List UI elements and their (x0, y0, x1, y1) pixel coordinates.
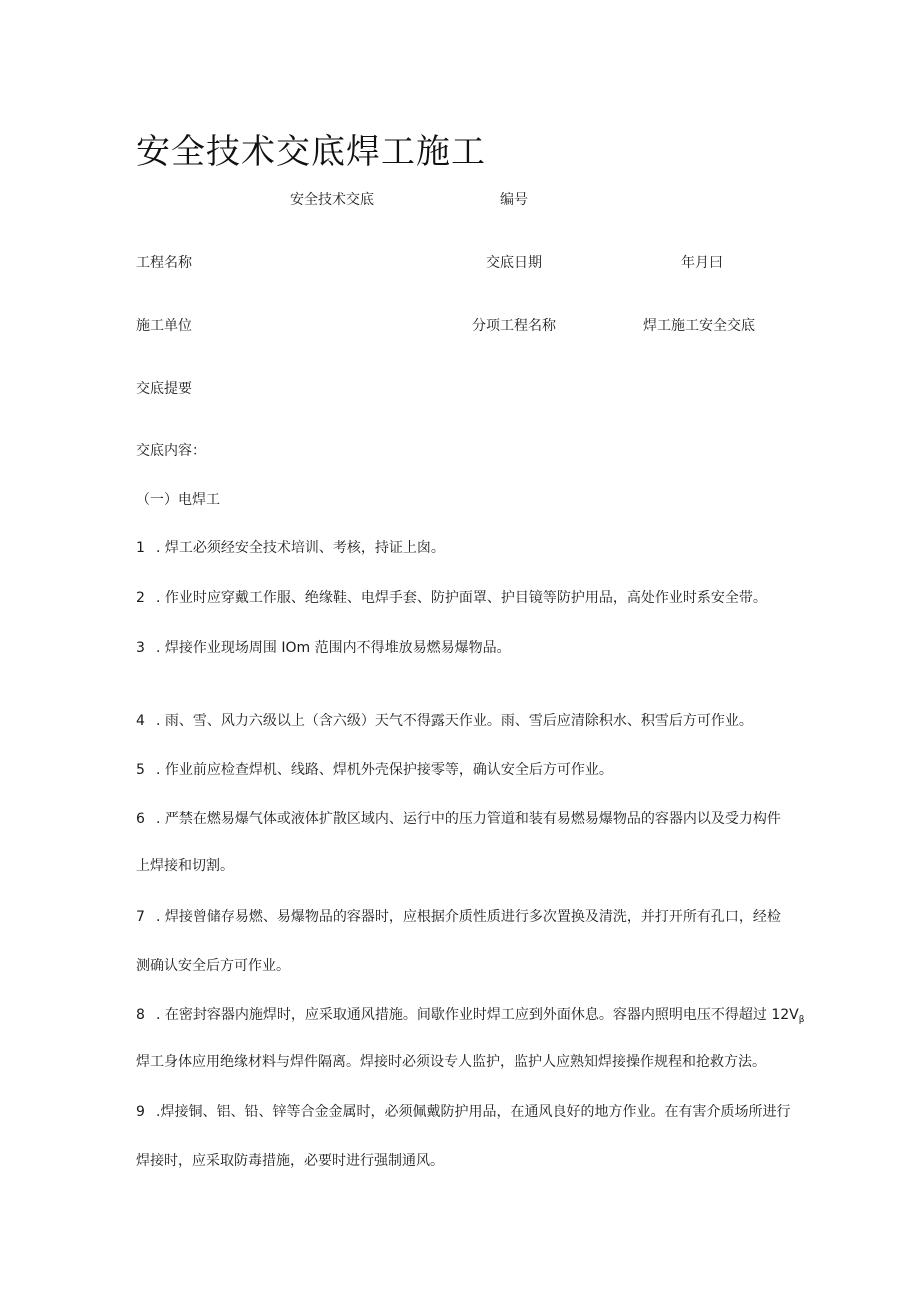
item-number: 9 (136, 1104, 145, 1120)
item-number: 2 (136, 590, 145, 606)
project-name-label: 工程名称 (136, 255, 192, 271)
item-number: 4 (136, 713, 145, 729)
item-text: . 焊接作业现场周围 IOm 范围内不得堆放易燃易爆物品。 (156, 640, 511, 656)
item-number: 6 (136, 811, 145, 827)
item-number: 7 (136, 909, 145, 925)
item-number: 1 (136, 540, 145, 556)
doc-type-label: 安全技术交底 (290, 192, 374, 208)
date-label: 交底日期 (486, 255, 542, 271)
item-text: . 焊工必须经安全技术培训、考核，持证上囱。 (156, 540, 445, 556)
item-number: 3 (136, 640, 145, 656)
item-suffix: β (798, 1015, 805, 1025)
list-item (136, 538, 445, 558)
item-text: . 作业前应检查焊机、线路、焊机外壳保护接零等，确认安全后方可作业。 (156, 762, 613, 778)
item-number: 8 (136, 1007, 145, 1023)
item-text: . 雨、雪、风力六级以上（含六级）天气不得露天作业。雨、雪后应清除积水、积雪后方可作业。 (156, 713, 753, 729)
item-text: . 严禁在燃易爆气体或液体扩散区域内、运行中的压力管道和装有易燃易爆物品的容器内以及受力构件 (156, 811, 781, 827)
summary-label: 交底提要 (136, 381, 192, 397)
content-label: 交底内容： (136, 443, 206, 459)
number-label: 编号 (500, 192, 528, 208)
item-text-continued: 上焊接和切割。 (136, 858, 234, 874)
item-text-continued: 焊工身体应用绝缘材料与焊件隔离。焊接时必须设专人监护，监护人应熟知焊接操作规程和抢救方法。 (136, 1054, 766, 1070)
subproject-value: 焊工施工安全交底 (643, 318, 755, 334)
unit-label: 施工单位 (136, 318, 192, 334)
date-value: 年月曰 (681, 255, 723, 271)
item-text: . 焊接曾储存易燃、易爆物品的容器时，应根据介质性质进行多次置换及清洗，并打开所有孔口，经检 (156, 909, 781, 925)
list-item (136, 638, 511, 658)
section-heading: （一）电焊工 (136, 492, 220, 508)
list-item (136, 1005, 805, 1030)
item-text-continued: 焊接时，应采取防毒措施，必要时进行强制通风。 (136, 1153, 444, 1169)
item-text: .焊接铜、铝、铅、锌等合金金属时，必须佩戴防护用品，在通风良好的地方作业。在有害介质场所进行 (156, 1104, 791, 1120)
list-item (136, 711, 753, 731)
item-text: . 作业时应穿戴工作服、绝缘鞋、电焊手套、防护面罩、护目镜等防护用品，高处作业时系安全带。 (156, 590, 767, 606)
item-text-continued: 测确认安全后方可作业。 (136, 958, 290, 974)
subproject-label: 分项工程名称 (472, 318, 556, 334)
list-item (136, 1102, 790, 1122)
list-item (136, 907, 781, 927)
item-number: 5 (136, 762, 145, 778)
item-text: . 在密封容器内施焊时，应采取通风措施。间歇作业时焊工应到外面休息。容器内照明电压不得超过 12V (156, 1007, 799, 1023)
list-item (136, 760, 613, 780)
list-item (136, 809, 781, 829)
document-title: 安全技术交底焊工施工 (136, 132, 486, 172)
list-item (136, 588, 767, 608)
